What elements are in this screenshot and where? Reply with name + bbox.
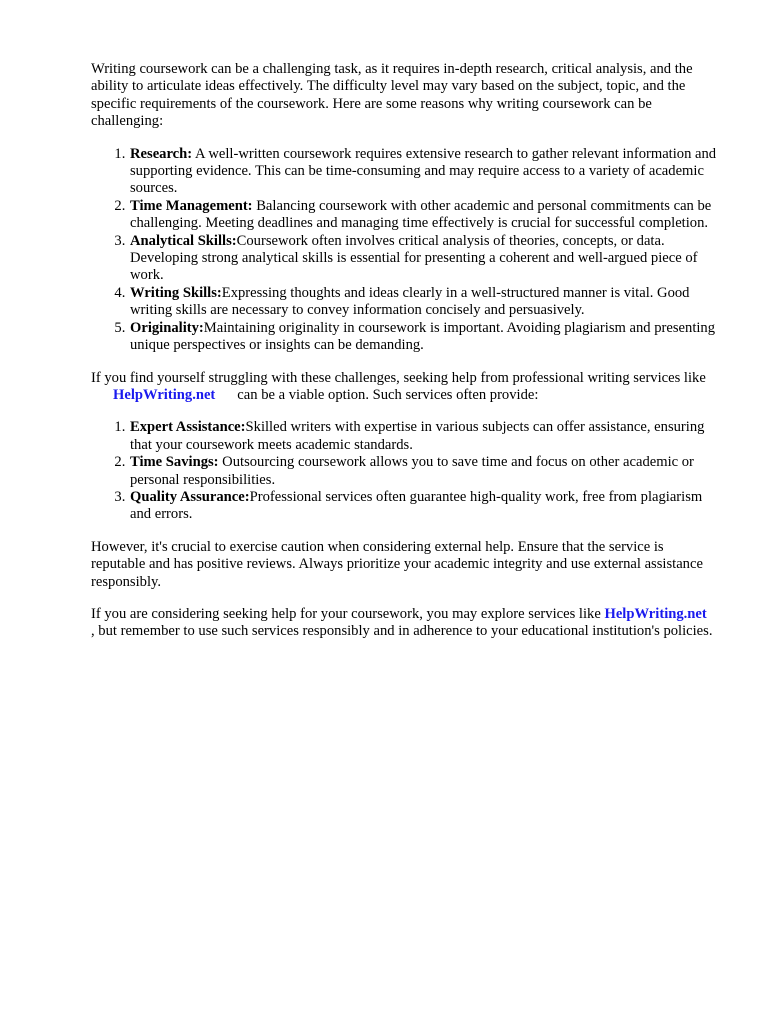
list-item [129, 489, 721, 524]
list-item-text: Maintaining originality in coursework is important. Avoiding plagiarism and presenting unique perspectives or insights can be demanding. [130, 319, 716, 354]
list-item-text: Coursework often involves critical analysis of theories, concepts, or data. Developing strong analytical skills is essential for presenting a coherent and well-argued piece of work. [130, 232, 698, 284]
help-paragraph [91, 370, 721, 405]
list-item-term: Analytical Skills: [130, 232, 237, 249]
services-list [91, 419, 721, 523]
list-item-term: Quality Assurance: [130, 488, 250, 505]
list-item-term: Time Savings: [130, 454, 219, 471]
helpwriting-link[interactable]: HelpWriting.net [604, 605, 707, 622]
list-item-term: Originality: [130, 319, 204, 336]
list-item [129, 285, 721, 320]
closing-text-before: If you are considering seeking help for your coursework, you may explore services like [91, 605, 601, 622]
list-item [129, 320, 721, 355]
helpwriting-link[interactable]: HelpWriting.net [113, 386, 216, 403]
help-text-after: can be a viable option. Such services often provide: [237, 386, 539, 403]
list-item-text: A well-written coursework requires extensive research to gather relevant information and supporting evidence. This can be time-consuming and may require access to a variety of academic sources. [130, 145, 717, 197]
list-item-term: Time Management: [130, 197, 253, 214]
help-text-before: If you find yourself struggling with these challenges, seeking help from professional writing services like [91, 369, 706, 386]
list-item [129, 419, 721, 454]
list-item-text: Professional services often guarantee high-quality work, free from plagiarism and errors. [130, 488, 703, 523]
closing-paragraph [91, 606, 721, 641]
list-item-term: Research: [130, 145, 193, 162]
closing-text-after: , but remember to use such services responsibly and in adherence to your educational institution's policies. [91, 623, 713, 640]
document-page [91, 61, 721, 656]
list-item-term: Expert Assistance: [130, 419, 246, 436]
challenges-list [91, 146, 721, 355]
list-item-text: Skilled writers with expertise in various subjects can offer assistance, ensuring that your coursework meets academic standards. [130, 419, 705, 453]
list-item-text: Balancing coursework with other academic and personal commitments can be challenging. Meeting deadlines and managing time effectively is crucial for successful completion. [130, 197, 712, 232]
list-item-text: Expressing thoughts and ideas clearly in a well-structured manner is vital. Good writing skills are necessary to convey information concisely and persuasively. [130, 284, 690, 319]
intro-paragraph: Writing coursework can be a challenging task, as it requires in-depth research, critical analysis, and the ability to articulate ideas effectively. The difficulty level may vary based on the subject, topic, and the specific requirements of the coursework. Here are some reasons why writing coursework can be challenging: [91, 61, 693, 130]
list-item [129, 233, 721, 285]
list-item [129, 454, 721, 489]
list-item-term: Writing Skills: [130, 284, 222, 301]
caution-paragraph: However, it's crucial to exercise caution when considering external help. Ensure that the service is reputable and has positive reviews. Always prioritize your academic integrity and use external assistance responsibly. [91, 538, 703, 590]
list-item-text: Outsourcing coursework allows you to save time and focus on other academic or personal responsibilities. [130, 454, 694, 488]
list-item [129, 198, 721, 233]
list-item [129, 146, 721, 198]
